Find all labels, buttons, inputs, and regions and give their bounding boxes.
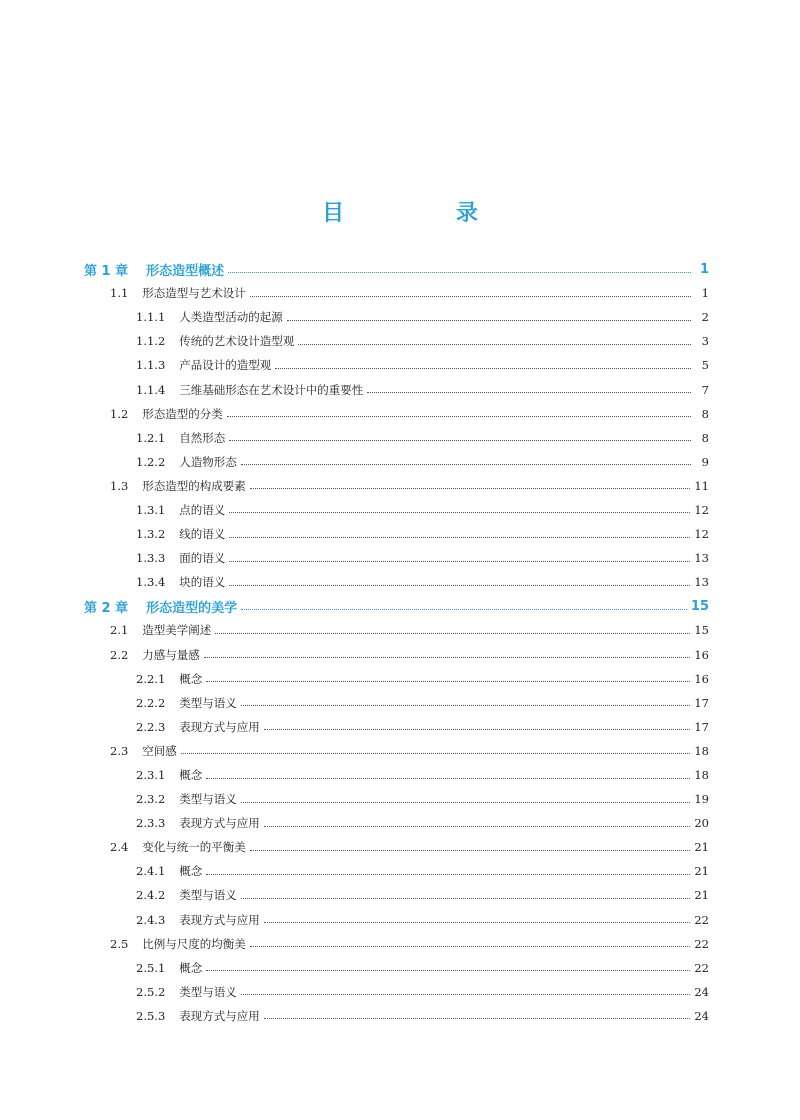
- toc-entry-page-number: 1: [699, 261, 709, 277]
- toc-entry-number: 2.2.3: [136, 719, 166, 734]
- toc-subsection-entry[interactable]: [0, 859, 800, 883]
- dot-leader: [264, 1006, 691, 1019]
- toc-entry-page-number: 11: [694, 478, 709, 493]
- toc-entry-title: 类型与语义: [179, 984, 237, 999]
- toc-entry-number: 1.3.2: [136, 527, 166, 542]
- dot-leader: [229, 525, 690, 538]
- dot-leader: [229, 573, 690, 586]
- toc-entry-page-number: 18: [694, 768, 709, 783]
- dot-leader: [287, 308, 691, 321]
- toc-entry-title: 力感与量感: [142, 647, 200, 662]
- toc-entry-title: 面的语义: [179, 551, 226, 566]
- dot-leader: [264, 910, 691, 923]
- toc-entry-page-number: 24: [694, 1008, 709, 1023]
- toc-entry-number: 1.1.4: [136, 382, 166, 397]
- toc-section-entry[interactable]: [0, 932, 800, 956]
- toc-entry-number: 1.1.2: [136, 334, 166, 349]
- toc-entry-number: 2.4.3: [136, 912, 166, 927]
- toc-subsection-entry[interactable]: [0, 787, 800, 811]
- toc-chapter-entry[interactable]: [0, 594, 800, 618]
- toc-entry-title: 表现方式与应用: [179, 719, 260, 734]
- toc-entry-number: 2.5.1: [136, 960, 166, 975]
- toc-entry-title: 形态造型与艺术设计: [142, 286, 246, 301]
- toc-subsection-entry[interactable]: [0, 956, 800, 980]
- toc-entry-page-number: 12: [694, 527, 709, 542]
- toc-subsection-entry[interactable]: [0, 522, 800, 546]
- toc-entry-title: 比例与尺度的均衡美: [142, 936, 246, 951]
- toc-subsection-entry[interactable]: [0, 715, 800, 739]
- toc-subsection-entry[interactable]: [0, 426, 800, 450]
- toc-entry-number: 1.2.1: [136, 430, 166, 445]
- toc-entry-title: 概念: [179, 960, 203, 975]
- toc-entry-number: 2.4: [110, 840, 129, 855]
- toc-entry-title: 空间感: [142, 743, 177, 758]
- toc-entry-page-number: 22: [694, 960, 709, 975]
- toc-entry-page-number: 16: [694, 671, 709, 686]
- toc-entry-page-number: 7: [701, 382, 709, 397]
- toc-entry-title: 形态造型的美学: [146, 600, 238, 616]
- toc-entry-number: 2.4.1: [136, 864, 166, 879]
- dot-leader: [367, 380, 691, 393]
- toc-subsection-entry[interactable]: [0, 329, 800, 353]
- toc-entry-title: 类型与语义: [179, 888, 237, 903]
- toc-entry-number: 2.2.2: [136, 695, 166, 710]
- dot-leader: [250, 476, 691, 489]
- toc-entry-number: 第 2 章: [84, 600, 129, 616]
- toc-entry-title: 产品设计的造型观: [179, 358, 272, 373]
- toc-section-entry[interactable]: [0, 835, 800, 859]
- toc-subsection-entry[interactable]: [0, 570, 800, 594]
- dot-leader: [250, 838, 691, 851]
- toc-entry-title: 形态造型的分类: [142, 406, 223, 421]
- toc-entry-number: 2.5: [110, 936, 129, 951]
- toc-entry-page-number: 21: [694, 840, 709, 855]
- toc-entry-number: 2.5.2: [136, 984, 166, 999]
- toc-entry-title: 三维基础形态在艺术设计中的重要性: [179, 382, 364, 397]
- page-title: 目 录: [322, 201, 530, 226]
- toc-entry-page-number: 15: [694, 623, 709, 638]
- toc-section-entry[interactable]: [0, 739, 800, 763]
- dot-leader: [241, 886, 691, 899]
- toc-entry-number: 第 1 章: [84, 263, 129, 279]
- toc-subsection-entry[interactable]: [0, 450, 800, 474]
- toc-entry-page-number: 1: [701, 286, 709, 301]
- dot-leader: [215, 621, 690, 634]
- dot-leader: [229, 549, 690, 562]
- dot-leader: [206, 766, 690, 779]
- toc-entry-number: 2.5.3: [136, 1008, 166, 1023]
- toc-entry-title: 类型与语义: [179, 792, 237, 807]
- toc-entry-title: 造型美学阐述: [142, 623, 212, 638]
- toc-entry-page-number: 21: [694, 888, 709, 903]
- toc-entry-page-number: 19: [694, 792, 709, 807]
- toc-entry-title: 线的语义: [179, 527, 226, 542]
- toc-entry-title: 点的语义: [179, 502, 226, 517]
- toc-entry-title: 类型与语义: [179, 695, 237, 710]
- toc-entry-number: 1.3: [110, 478, 129, 493]
- toc-entry-number: 2.4.2: [136, 888, 166, 903]
- toc-entry-title: 概念: [179, 768, 203, 783]
- toc-entry-number: 2.3.2: [136, 792, 166, 807]
- dot-leader: [250, 284, 691, 297]
- toc-section-entry[interactable]: [0, 474, 800, 498]
- toc-section-entry[interactable]: [0, 618, 800, 642]
- toc-subsection-entry[interactable]: [0, 763, 800, 787]
- toc-entry-title: 块的语义: [179, 575, 226, 590]
- dot-leader: [227, 404, 691, 417]
- toc-entry-number: 1.1.1: [136, 310, 166, 325]
- toc-subsection-entry[interactable]: [0, 883, 800, 907]
- toc-entry-page-number: 13: [694, 575, 709, 590]
- dot-leader: [206, 669, 690, 682]
- dot-leader: [264, 814, 691, 827]
- toc-entry-title: 概念: [179, 864, 203, 879]
- toc-subsection-entry[interactable]: [0, 980, 800, 1004]
- toc-entry-number: 2.2: [110, 647, 129, 662]
- toc-entry-page-number: 22: [694, 936, 709, 951]
- table-of-contents: [0, 257, 800, 1028]
- toc-entry-page-number: 17: [694, 695, 709, 710]
- toc-entry-title: 传统的艺术设计造型观: [179, 334, 295, 349]
- dot-leader: [228, 260, 691, 273]
- toc-entry-page-number: 8: [701, 430, 709, 445]
- dot-leader: [275, 356, 691, 369]
- dot-leader: [241, 693, 691, 706]
- dot-leader: [250, 934, 691, 947]
- toc-section-entry[interactable]: [0, 643, 800, 667]
- toc-entry-title: 人造物形态: [179, 454, 237, 469]
- toc-subsection-entry[interactable]: [0, 353, 800, 377]
- toc-subsection-entry[interactable]: [0, 377, 800, 401]
- toc-chapter-entry[interactable]: [0, 257, 800, 281]
- toc-entry-page-number: 24: [694, 984, 709, 999]
- dot-leader: [206, 862, 690, 875]
- toc-entry-page-number: 16: [694, 647, 709, 662]
- toc-entry-number: 2.2.1: [136, 671, 166, 686]
- dot-leader: [241, 982, 691, 995]
- toc-entry-number: 1.2: [110, 406, 129, 421]
- dot-leader: [229, 500, 690, 513]
- toc-section-entry[interactable]: [0, 281, 800, 305]
- toc-subsection-entry[interactable]: [0, 305, 800, 329]
- dot-leader: [264, 717, 691, 730]
- toc-entry-page-number: 15: [690, 598, 709, 614]
- toc-entry-number: 1.3.4: [136, 575, 166, 590]
- toc-entry-page-number: 20: [694, 816, 709, 831]
- toc-entry-title: 人类造型活动的起源: [179, 310, 283, 325]
- toc-entry-number: 2.3.1: [136, 768, 166, 783]
- toc-entry-number: 1.3.1: [136, 502, 166, 517]
- toc-subsection-entry[interactable]: [0, 498, 800, 522]
- toc-entry-title: 表现方式与应用: [179, 912, 260, 927]
- toc-entry-page-number: 2: [701, 310, 709, 325]
- toc-entry-page-number: 8: [701, 406, 709, 421]
- toc-entry-title: 表现方式与应用: [179, 1008, 260, 1023]
- toc-subsection-entry[interactable]: [0, 811, 800, 835]
- toc-subsection-entry[interactable]: [0, 667, 800, 691]
- toc-entry-page-number: 22: [694, 912, 709, 927]
- toc-entry-number: 1.1: [110, 286, 129, 301]
- toc-entry-number: 1.1.3: [136, 358, 166, 373]
- toc-entry-title: 表现方式与应用: [179, 816, 260, 831]
- toc-entry-page-number: 12: [694, 502, 709, 517]
- toc-subsection-entry[interactable]: [0, 908, 800, 932]
- toc-entry-number: 2.1: [110, 623, 129, 638]
- toc-entry-page-number: 5: [701, 358, 709, 373]
- toc-entry-number: 2.3: [110, 743, 129, 758]
- toc-entry-page-number: 17: [694, 719, 709, 734]
- toc-entry-title: 自然形态: [179, 430, 226, 445]
- toc-entry-page-number: 21: [694, 864, 709, 879]
- toc-entry-page-number: 3: [701, 334, 709, 349]
- dot-leader: [298, 332, 691, 345]
- toc-subsection-entry[interactable]: [0, 1004, 800, 1028]
- toc-entry-title: 形态造型的构成要素: [142, 478, 246, 493]
- toc-subsection-entry[interactable]: [0, 691, 800, 715]
- dot-leader: [204, 645, 691, 658]
- toc-section-entry[interactable]: [0, 402, 800, 426]
- toc-entry-number: 1.3.3: [136, 551, 166, 566]
- toc-entry-number: 1.2.2: [136, 454, 166, 469]
- dot-leader: [241, 790, 691, 803]
- toc-entry-page-number: 9: [701, 454, 709, 469]
- dot-leader: [241, 597, 687, 610]
- toc-entry-page-number: 13: [694, 551, 709, 566]
- dot-leader: [181, 741, 691, 754]
- dot-leader: [229, 428, 691, 441]
- toc-entry-title: 变化与统一的平衡美: [142, 840, 246, 855]
- toc-entry-number: 2.3.3: [136, 816, 166, 831]
- dot-leader: [206, 958, 690, 971]
- toc-entry-title: 概念: [179, 671, 203, 686]
- toc-subsection-entry[interactable]: [0, 546, 800, 570]
- toc-entry-page-number: 18: [694, 743, 709, 758]
- toc-entry-title: 形态造型概述: [146, 263, 225, 279]
- dot-leader: [241, 452, 691, 465]
